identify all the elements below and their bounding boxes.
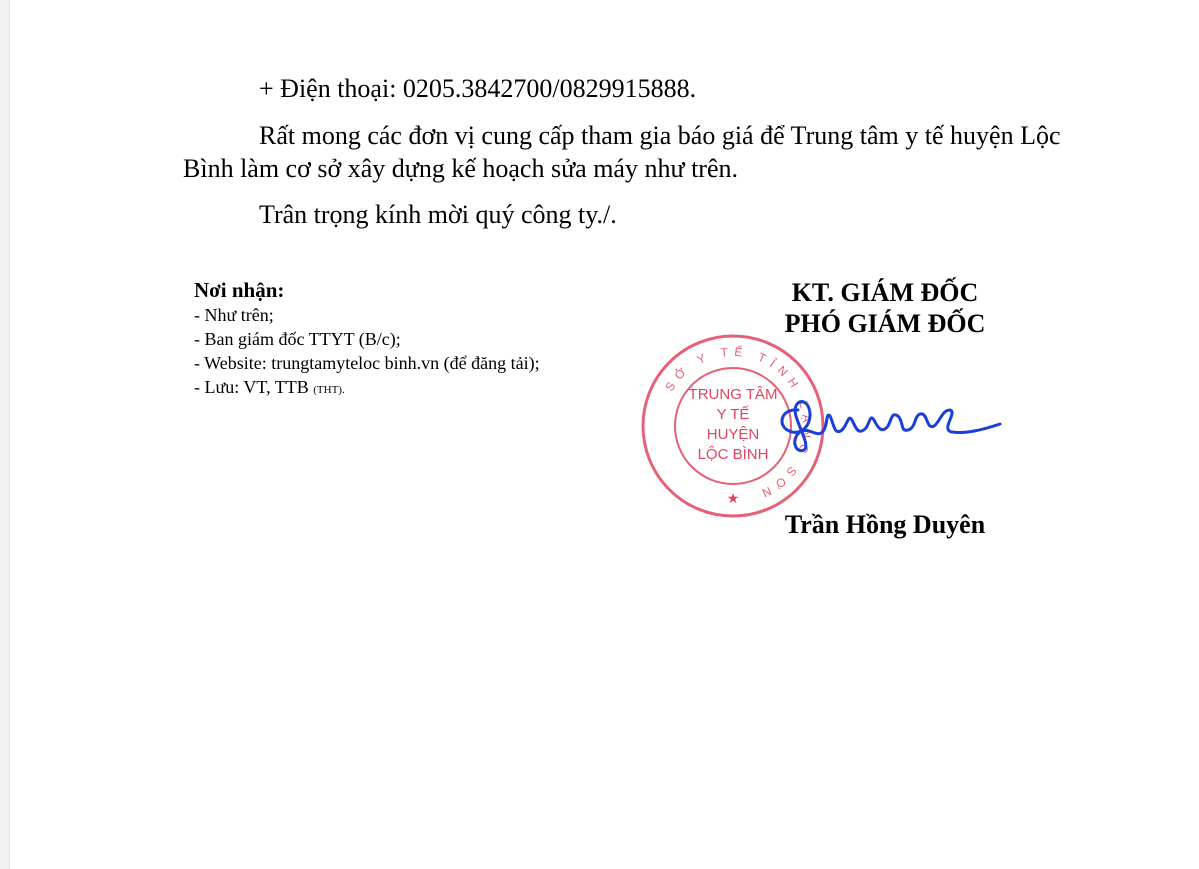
stamp-line-1: TRUNG TÂM [688, 386, 778, 403]
stamp-line-2: Y TẾ [716, 406, 750, 423]
recipients-heading: Nơi nhận: [194, 278, 285, 302]
stamp-ring-text: SỞ Y TẾ TỈNH LẠNG SƠN [662, 344, 815, 503]
archive-label: - Lưu: VT, TTB [194, 377, 309, 397]
recipient-item-archive [194, 375, 540, 402]
recipient-item: - Ban giám đốc TTYT (B/c); [194, 329, 401, 349]
handwritten-signature [770, 380, 1010, 460]
signature-title [760, 277, 1010, 339]
stamp-line-3: HUYỆN [706, 426, 760, 443]
recipient-item: - Website: trungtamyteloc binh.vn (để đăng tải); [194, 353, 540, 373]
stamp-line-4: LỘC BÌNH [697, 446, 769, 463]
closing-line: Trân trọng kính mời quý công ty./. [259, 200, 617, 229]
star-icon: ★ [726, 492, 740, 507]
phone-line: + Điện thoại: 0205.3842700/0829915888. [259, 74, 697, 103]
request-line-2: Bình làm cơ sở xây dựng kế hoạch sửa máy như trên. [183, 154, 738, 183]
recipient-item: - Như trên; [194, 305, 274, 325]
title-line-2: PHÓ GIÁM ĐỐC [784, 309, 986, 338]
title-line-1: KT. GIÁM ĐỐC [791, 278, 979, 307]
recipients-block [194, 277, 540, 402]
request-line-1: Rất mong các đơn vị cung cấp tham gia báo giá để Trung tâm y tế huyện Lộc [259, 121, 1061, 150]
page-edge [0, 0, 10, 869]
archive-note: (THT). [313, 384, 345, 396]
signer-name: Trần Hồng Duyên [784, 510, 986, 539]
